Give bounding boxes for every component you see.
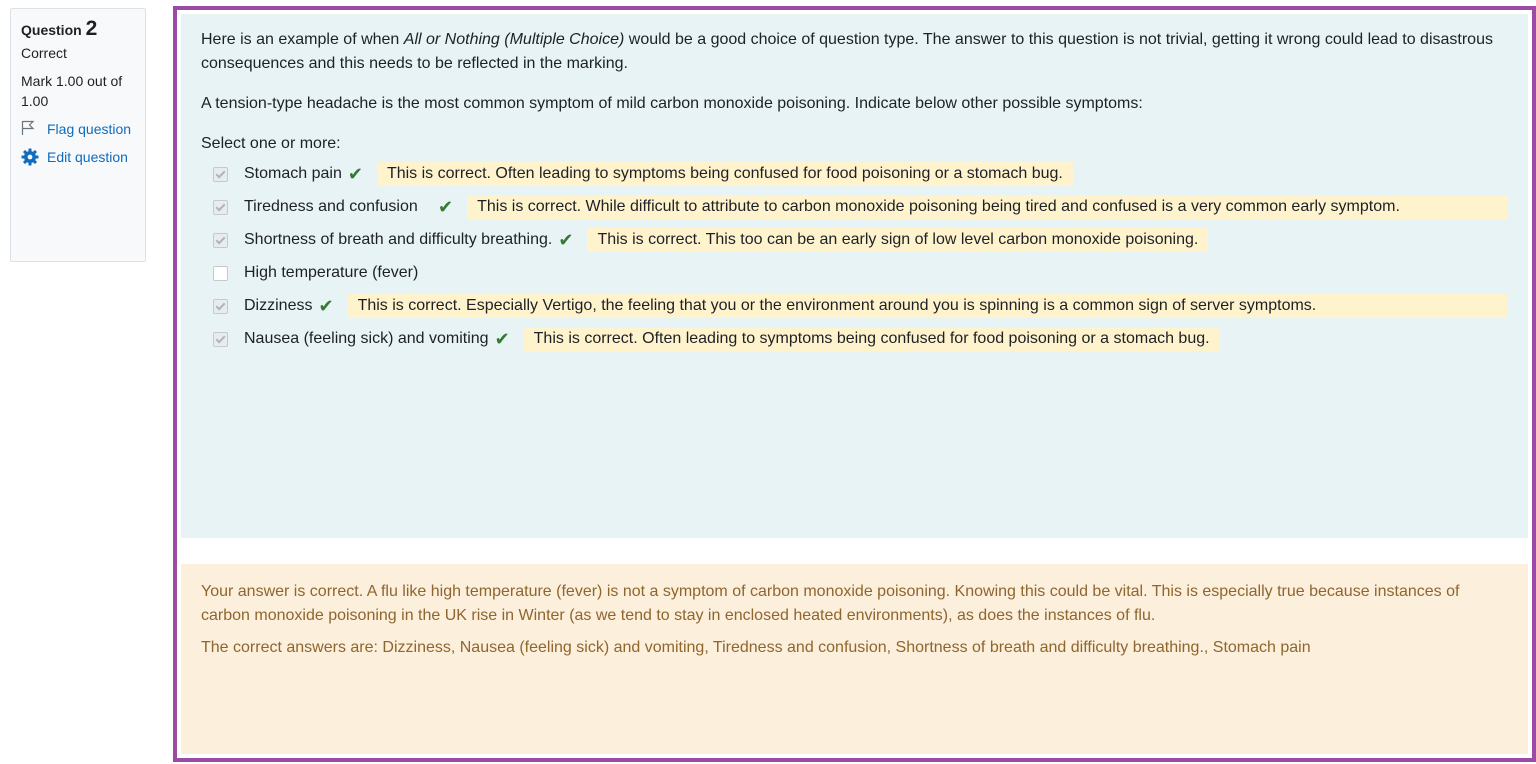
gear-icon	[21, 147, 43, 167]
specific-feedback: This is correct. Often leading to symptoms being confused for food poisoning or a stomach bug.	[377, 162, 1073, 186]
answer-checkbox[interactable]	[213, 266, 228, 281]
answer-prompt: Select one or more:	[201, 135, 341, 152]
flag-icon	[21, 119, 43, 139]
check-icon: ✔	[558, 230, 574, 250]
question-label: Question	[21, 22, 82, 38]
question-text	[201, 28, 1508, 116]
edit-question-label[interactable]: Edit question	[47, 149, 128, 165]
answer-options	[201, 160, 1508, 353]
answer-option	[201, 292, 1508, 320]
check-icon: ✔	[347, 164, 363, 184]
question-formulation	[181, 14, 1528, 538]
flag-question-link[interactable]	[21, 119, 135, 139]
answer-label: Stomach pain	[244, 165, 342, 182]
check-icon: ✔	[318, 296, 334, 316]
specific-feedback: This is correct. While difficult to attribute to carbon monoxide poisoning being tired and confused is a very common early symptom.	[467, 195, 1508, 219]
answer-option	[201, 226, 1508, 254]
question-intro	[201, 28, 1508, 76]
check-icon: ✔	[494, 329, 510, 349]
answer-label: Dizziness	[244, 297, 313, 314]
intro-question-type: All or Nothing (Multiple Choice)	[403, 31, 625, 48]
question-stem: A tension-type headache is the most common symptom of mild carbon monoxide poisoning. Indicate below other possible symptoms:	[201, 95, 1143, 112]
question-grade: Mark 1.00 out of 1.00	[21, 73, 123, 109]
answer-checkbox[interactable]	[213, 332, 228, 347]
flag-question-label[interactable]: Flag question	[47, 121, 132, 137]
specific-feedback: This is correct. Often leading to symptoms being confused for food poisoning or a stomach bug.	[524, 327, 1220, 351]
answer-label: Tiredness and confusion	[244, 198, 418, 215]
answer-option	[201, 193, 1508, 221]
specific-feedback: This is correct. Especially Vertigo, the feeling that you or the environment around you is spinning is a common sign of server symptoms.	[348, 294, 1508, 318]
edit-question-link[interactable]	[21, 147, 135, 167]
answer-checkbox[interactable]	[213, 200, 228, 215]
right-answer: The correct answers are: Dizziness, Nausea (feeling sick) and vomiting, Tiredness and confusion, Shortness of breath and difficulty breathing., Stomach pain	[201, 639, 1311, 656]
answer-option	[201, 325, 1508, 353]
answer-label: High temperature (fever)	[244, 264, 419, 281]
intro-after: would be a good choice of question type. The answer to this question is not trivial, getting it wrong could lead to disastrous consequences and this needs to be reflected in the marking.	[201, 31, 1493, 72]
intro-before: Here is an example of when	[201, 31, 404, 48]
answer-label: Shortness of breath and difficulty breathing.	[244, 231, 553, 248]
check-icon: ✔	[438, 197, 454, 217]
answer-checkbox[interactable]	[213, 233, 228, 248]
answer-label: Nausea (feeling sick) and vomiting	[244, 330, 489, 347]
general-feedback: Your answer is correct. A flu like high temperature (fever) is not a symptom of carbon monoxide poisoning. Knowing this could be vital. This is especially true because instances of carbon monoxide poisoning in the UK rise in Winter (as we tend to stay in enclosed heated environments), as does the instances of flu.	[201, 583, 1460, 624]
question-info-panel	[10, 8, 146, 262]
answer-checkbox[interactable]	[213, 299, 228, 314]
answer-checkbox[interactable]	[213, 167, 228, 182]
answer-option	[201, 160, 1508, 188]
question-state: Correct	[21, 45, 67, 61]
question-outcome	[181, 564, 1528, 754]
question-number-value: 2	[85, 17, 98, 40]
specific-feedback: This is correct. This too can be an early sign of low level carbon monoxide poisoning.	[587, 228, 1208, 252]
question-number	[21, 19, 135, 40]
answer-option	[201, 259, 1508, 287]
question-frame	[173, 6, 1536, 762]
